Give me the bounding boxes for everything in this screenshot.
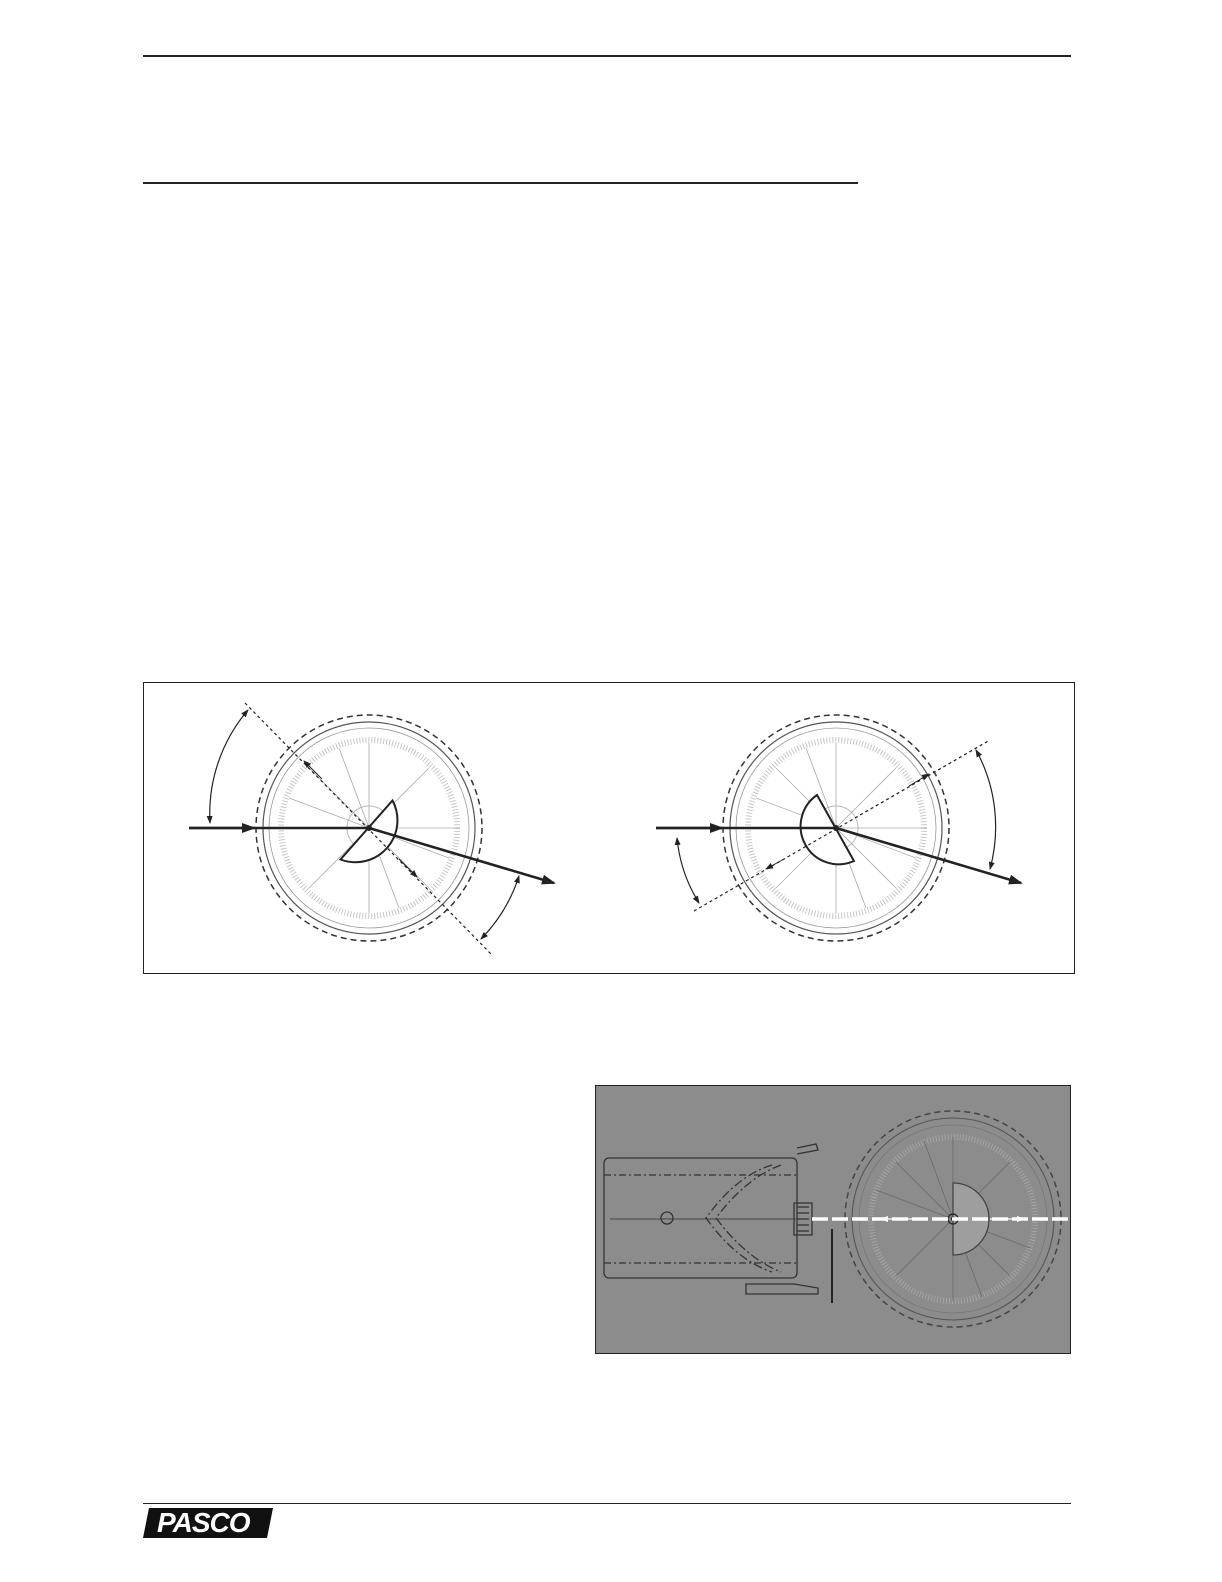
ray-box-setup-figure (595, 1085, 1071, 1354)
header-rule (143, 55, 1071, 57)
brand-name: PASCO (157, 1507, 250, 1538)
ray-box-setup-illustration (596, 1086, 1071, 1354)
light-source (604, 1144, 818, 1294)
ray-table-left (189, 703, 554, 955)
angle-of-refraction-arc (481, 876, 519, 939)
ray-table-right (656, 715, 1021, 941)
refraction-figure (143, 682, 1075, 974)
section-heading-rule (143, 182, 858, 184)
angle-of-incidence-arc (210, 710, 248, 823)
footer-rule (143, 1503, 1071, 1504)
pasco-logo (143, 1508, 273, 1538)
refraction-diagram (144, 683, 1076, 975)
